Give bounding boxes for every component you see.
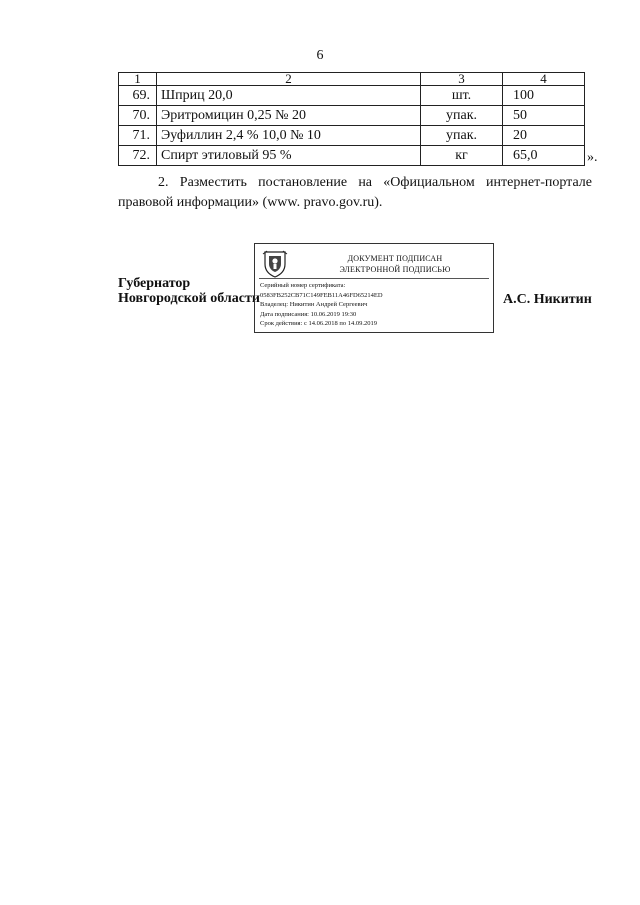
item-name: Шприц 20,0: [157, 86, 421, 106]
items-table: [118, 72, 585, 166]
item-quantity: 100: [503, 86, 585, 106]
stamp-heading: [295, 253, 495, 275]
signed-date: Дата подписания: 10.06.2019 19:30: [260, 310, 357, 318]
cert-validity: Срок действия: с 14.06.2018 по 14.09.2019: [260, 320, 377, 327]
row-number: 71.: [119, 126, 157, 146]
signer-title-line1: Губернатор: [118, 276, 191, 291]
item-name: Спирт этиловый 95 %: [157, 146, 421, 166]
paragraph-text: 2. Разместить постановление на «Официальном интернет-портале правовой информации» (www. pravo.gov.ru).: [118, 175, 592, 210]
item-unit: кг: [421, 146, 503, 166]
row-number: 72.: [119, 146, 157, 166]
table-row: [119, 86, 585, 106]
signer-title: [118, 276, 260, 306]
stamp-divider: [259, 278, 489, 279]
table-header-cell: 2: [157, 73, 421, 86]
stamp-heading-line1: ДОКУМЕНТ ПОДПИСАН: [347, 254, 443, 263]
e-signature-stamp: [254, 243, 494, 333]
item-unit: упак.: [421, 106, 503, 126]
item-unit: упак.: [421, 126, 503, 146]
table-row: [119, 126, 585, 146]
closing-quote: ».: [587, 150, 598, 165]
row-number: 70.: [119, 106, 157, 126]
signer-name: А.С. Никитин: [503, 292, 592, 307]
coat-of-arms-icon: [262, 250, 288, 278]
cert-number: 0583FB252CB71C149FEB11A46FD65214ED: [260, 291, 383, 299]
body-paragraph: [118, 173, 592, 213]
page-number: 6: [316, 48, 324, 63]
stamp-heading-line2: ЭЛЕКТРОННОЙ ПОДПИСЬЮ: [339, 265, 451, 274]
signer-title-line2: Новгородской области: [118, 291, 260, 306]
stamp-details: [260, 281, 383, 329]
item-quantity: 65,0: [503, 146, 585, 166]
table-header-cell: 1: [119, 73, 157, 86]
item-quantity: 50: [503, 106, 585, 126]
table-header-cell: 4: [503, 73, 585, 86]
table-header-cell: 3: [421, 73, 503, 86]
row-number: 69.: [119, 86, 157, 106]
item-name: Эритромицин 0,25 № 20: [157, 106, 421, 126]
item-unit: шт.: [421, 86, 503, 106]
item-quantity: 20: [503, 126, 585, 146]
cert-owner: Владелец: Никитин Андрей Сергеевич: [260, 301, 368, 308]
table-header-row: [119, 73, 585, 86]
table-row: [119, 106, 585, 126]
table-row: [119, 146, 585, 166]
item-name: Эуфиллин 2,4 % 10,0 № 10: [157, 126, 421, 146]
cert-label: Серийный номер сертификата:: [260, 282, 346, 289]
